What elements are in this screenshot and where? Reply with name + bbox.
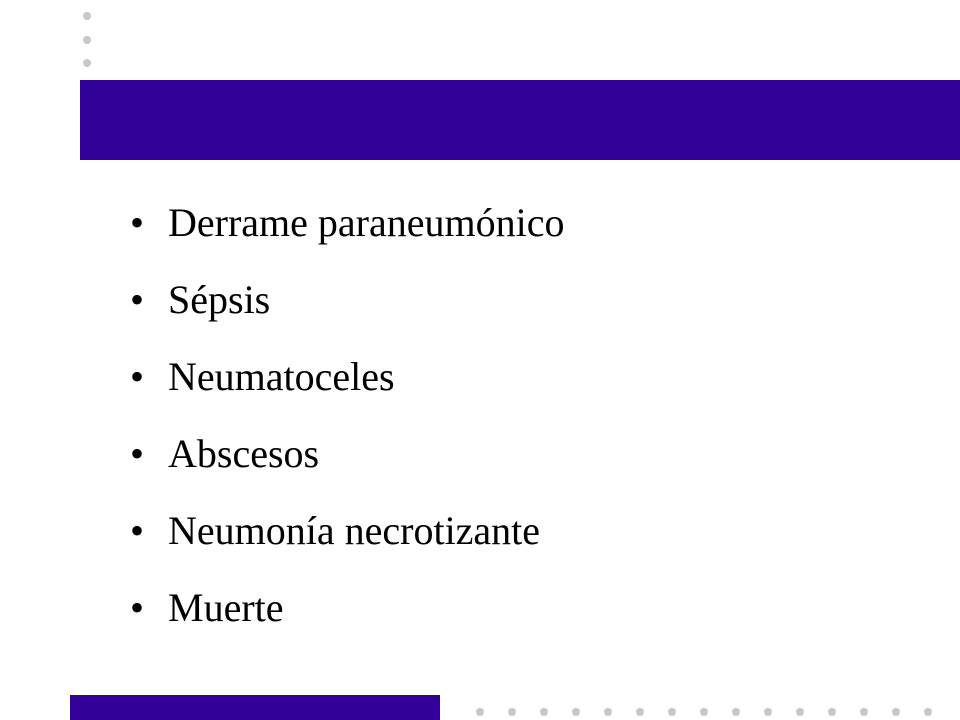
decoration-dot [668, 708, 676, 716]
decoration-dot [83, 59, 91, 67]
decoration-dot [604, 708, 612, 716]
decoration-dot [700, 708, 708, 716]
bullet-mark: • [130, 200, 145, 245]
decoration-dot [828, 708, 836, 716]
decoration-dot [83, 12, 91, 20]
bullet-item [130, 261, 564, 338]
bullet-item [130, 569, 564, 646]
bullet-mark: • [130, 508, 145, 553]
bullet-item [130, 338, 564, 415]
decoration-dot [636, 708, 644, 716]
bullet-list [130, 184, 564, 646]
decoration-dot [924, 708, 932, 716]
decoration-dot [83, 36, 91, 44]
bullet-text: Derrame paraneumónico [168, 200, 565, 245]
bullet-text: Neumatoceles [168, 354, 395, 399]
decoration-dot [796, 708, 804, 716]
decoration-dot [732, 708, 740, 716]
decoration-dot [572, 708, 580, 716]
slide-title: Complicaciones agudas [202, 106, 657, 159]
bullet-item [130, 415, 564, 492]
bottom-accent-bar [70, 695, 440, 720]
bullet-item [130, 184, 564, 261]
bullet-mark: • [130, 277, 145, 322]
bullet-item [130, 492, 564, 569]
bullet-mark: • [130, 585, 145, 630]
bullet-text: Muerte [168, 585, 284, 630]
decoration-dot [476, 708, 484, 716]
decoration-dot [860, 708, 868, 716]
bullet-text: Sépsis [168, 277, 271, 322]
decoration-dot [540, 708, 548, 716]
bullet-mark: • [130, 431, 145, 476]
bullet-text: Neumonía necrotizante [168, 508, 541, 553]
bullet-text: Abscesos [168, 431, 320, 476]
decoration-dot [764, 708, 772, 716]
decoration-dot [508, 708, 516, 716]
decoration-dot [892, 708, 900, 716]
bullet-mark: • [130, 354, 145, 399]
